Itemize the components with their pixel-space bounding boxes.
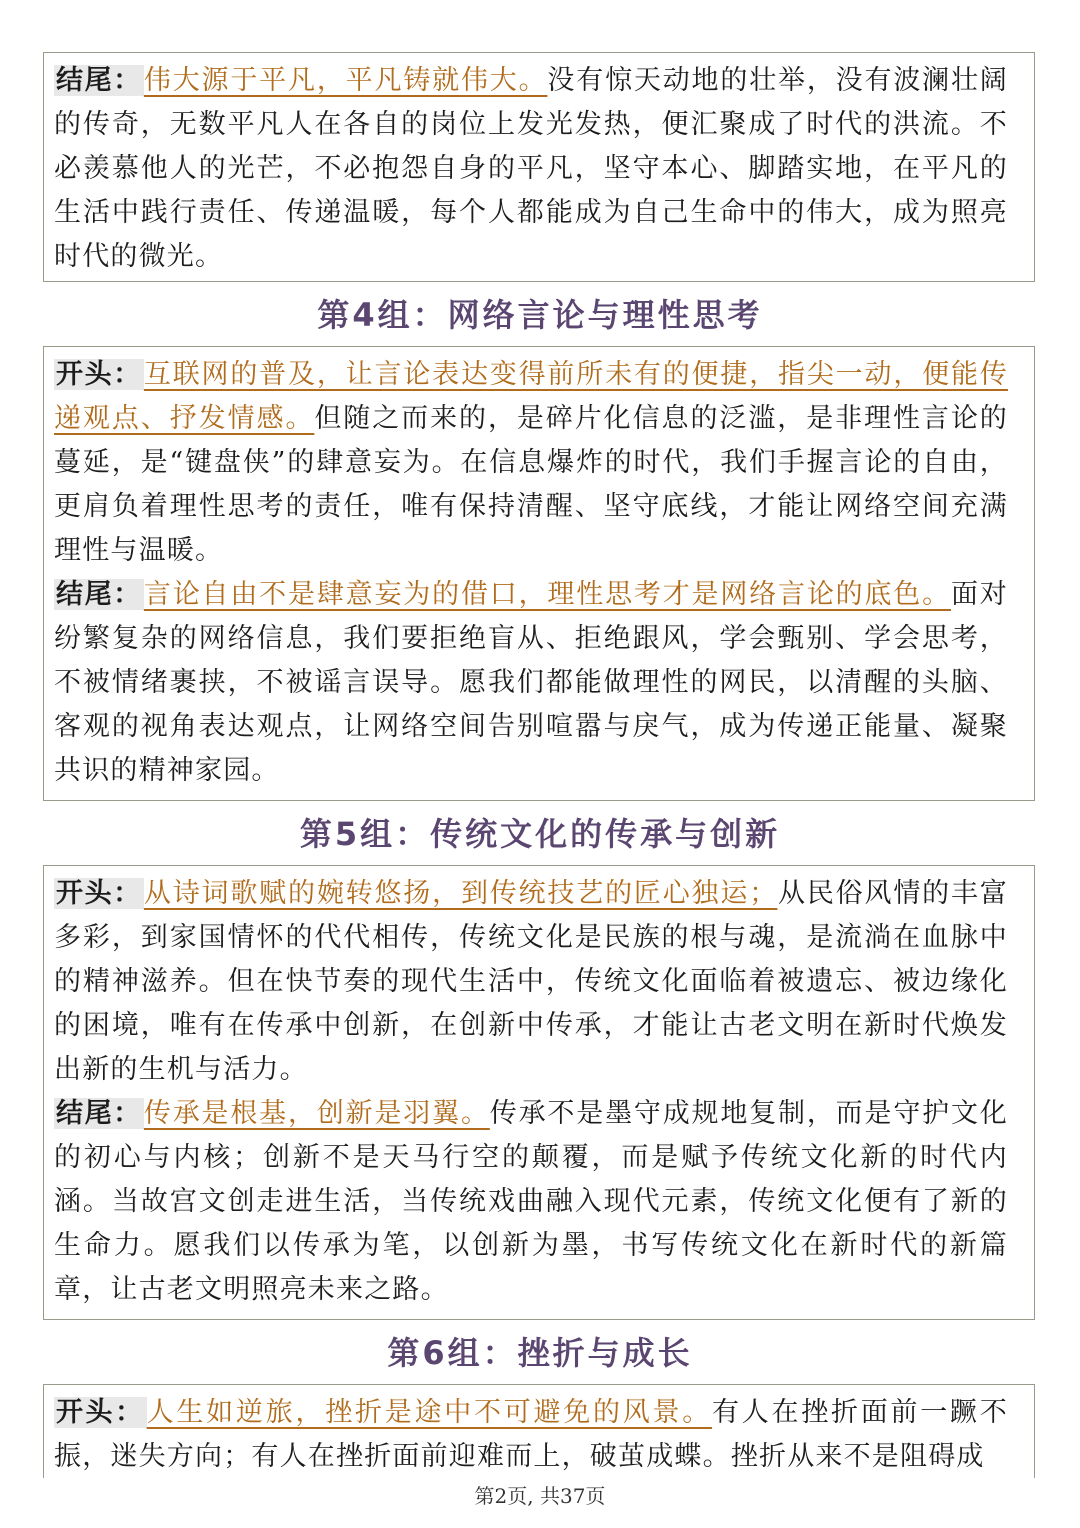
opening-label: 开头： bbox=[56, 1397, 145, 1428]
section6-title: 第6组：挫折与成长 bbox=[387, 1334, 693, 1372]
ending-label: 结尾： bbox=[56, 579, 142, 610]
ending-label: 结尾： bbox=[56, 1098, 142, 1129]
ending-highlight: 传承是根基，创新是羽翼。 bbox=[143, 1098, 490, 1129]
ending-highlight: 言论自由不是肆意妄为的借口，理性思考才是网络言论的底色。 bbox=[143, 579, 951, 610]
section4-opening-paragraph bbox=[54, 353, 1008, 573]
section5-title: 第5组：传统文化的传承与创新 bbox=[299, 815, 781, 853]
ending-label: 结尾： bbox=[56, 65, 142, 96]
opening-highlight: 从诗词歌赋的婉转悠扬，到传统技艺的匠心独运； bbox=[143, 878, 778, 909]
opening-highlight: 人生如逆旅，挫折是途中不可避免的风景。 bbox=[146, 1397, 713, 1428]
section5-ending-paragraph bbox=[54, 1092, 1008, 1312]
section5-box bbox=[43, 865, 1035, 1320]
opening-text: 从民俗风情的丰富多彩，到家国情怀的代代相传，传统文化是民族的根与魂，是流淌在血脉中的精神滋养。但在快节奏的现代生活中，传统文化面临着被遗忘、被边缘化的困境，唯有在传承中创新，在创新中传承，才能让古老文明在新时代焕发出新的生机与活力。 bbox=[54, 878, 1008, 1085]
section3-ending-paragraph bbox=[54, 59, 1008, 279]
ending-highlight: 伟大源于平凡，平凡铸就伟大。 bbox=[143, 65, 548, 96]
section4-box bbox=[43, 346, 1035, 801]
section6-box bbox=[43, 1384, 1035, 1478]
opening-text: 但随之而来的，是碎片化信息的泛滥，是非理性言论的蔓延，是“键盘侠”的肆意妄为。在信息爆炸的时代，我们手握言论的自由，更肩负着理性思考的责任，唯有保持清醒、坚守底线，才能让网络空间充满理性与温暖。 bbox=[54, 403, 1008, 566]
section3-ending-box bbox=[43, 52, 1035, 282]
opening-label: 开头： bbox=[56, 878, 142, 909]
section4-title: 第4组：网络言论与理性思考 bbox=[317, 296, 763, 334]
section5-opening-paragraph bbox=[54, 872, 1008, 1092]
ending-text: 传承不是墨守成规地复制，而是守护文化的初心与内核；创新不是天马行空的颠覆，而是赋予传统文化新的时代内涵。当故宫文创走进生活，当传统戏曲融入现代元素，传统文化便有了新的生命力。愿我们以传承为笔，以创新为墨，书写传统文化在新时代的新篇章，让古老文明照亮未来之路。 bbox=[54, 1098, 1008, 1305]
section6-opening-paragraph bbox=[54, 1391, 1008, 1478]
section4-ending-paragraph bbox=[54, 573, 1008, 793]
opening-highlight: 互联网的普及，让言论表达变得前所未有的便捷，指尖一动，便能传递观点、抒发情感。 bbox=[54, 359, 1008, 434]
opening-label: 开头： bbox=[56, 359, 142, 390]
ending-text: 没有惊天动地的壮举，没有波澜壮阔的传奇，无数平凡人在各自的岗位上发光发热，便汇聚成了时代的洪流。不必羡慕他人的光芒，不必抱怨自身的平凡，坚守本心、脚踏实地，在平凡的生活中践行责任、传递温暖，每个人都能成为自己生命中的伟大，成为照亮时代的微光。 bbox=[54, 65, 1008, 272]
page-footer: 第2页, 共37页 bbox=[474, 1484, 606, 1508]
opening-text: 有人在挫折面前一蹶不振，迷失方向；有人在挫折面前迎难而上，破茧成蝶。挫折从来不是阻碍成 bbox=[54, 1397, 1009, 1472]
ending-text: 面对纷繁复杂的网络信息，我们要拒绝盲从、拒绝跟风，学会甄别、学会思考，不被情绪裹挟，不被谣言误导。愿我们都能做理性的网民，以清醒的头脑、客观的视角表达观点，让网络空间告别喧嚣与戾气，成为传递正能量、凝聚共识的精神家园。 bbox=[54, 579, 1008, 786]
